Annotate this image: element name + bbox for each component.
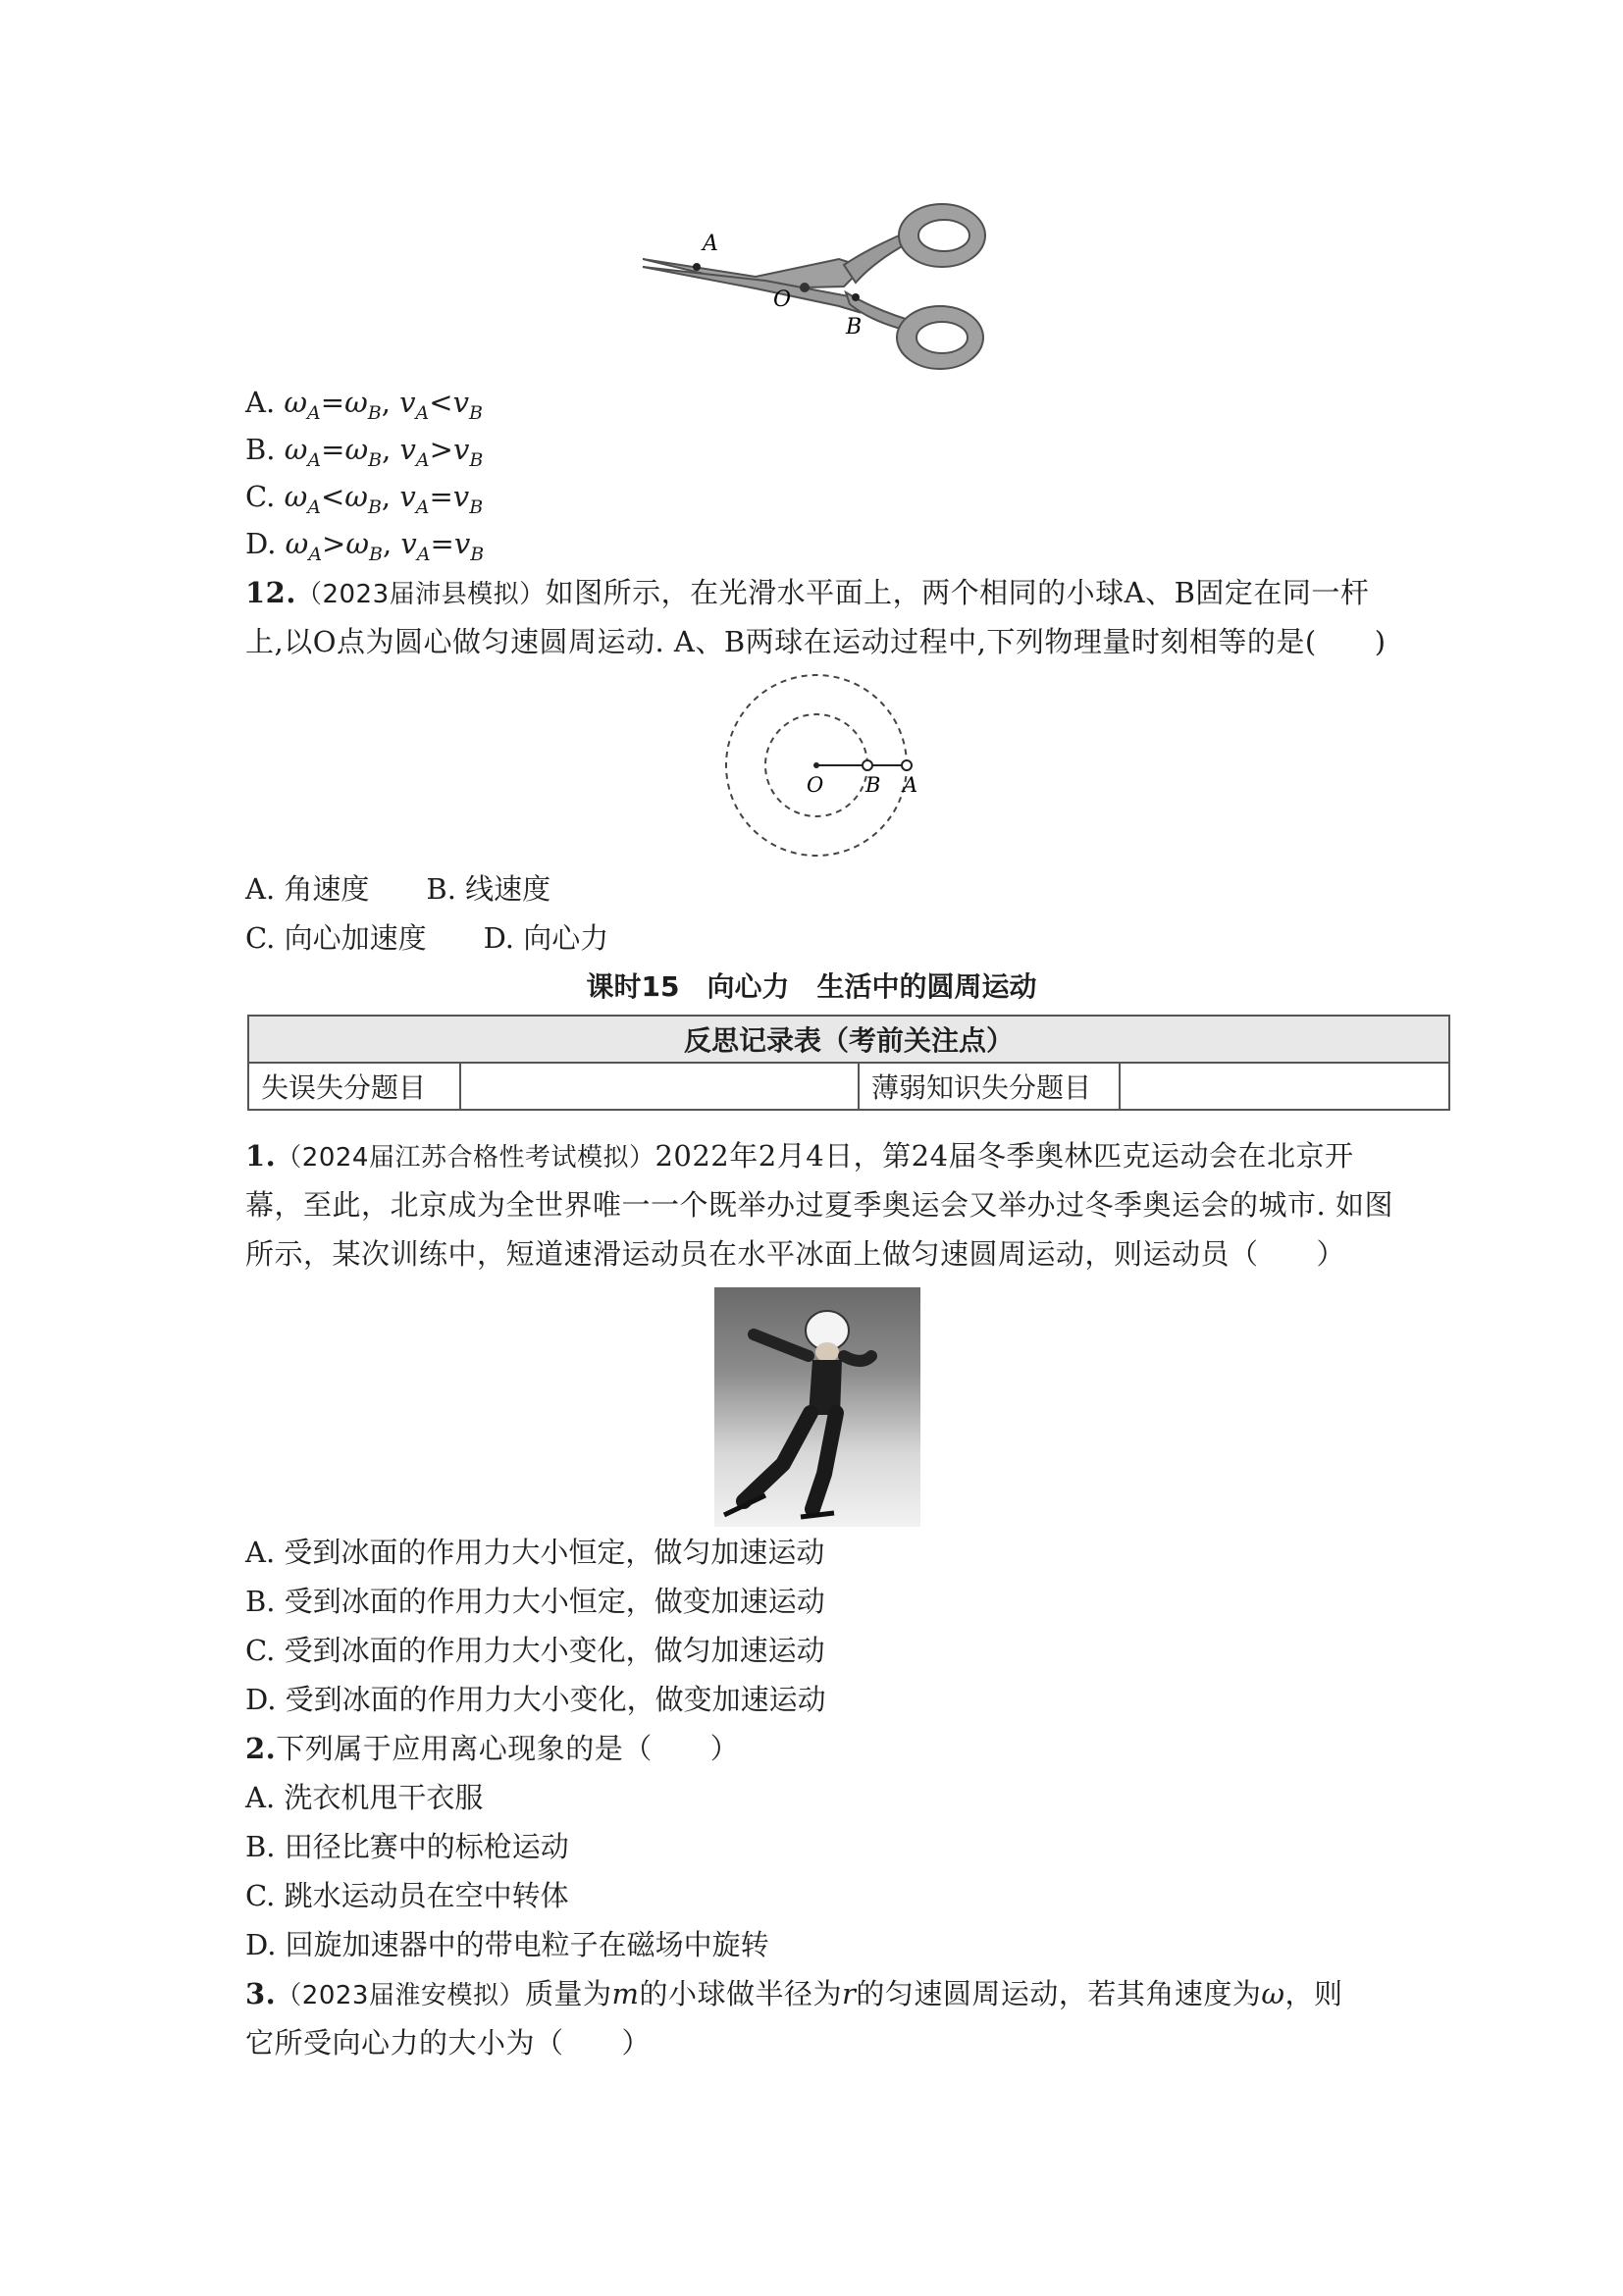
point-b-label: B (846, 315, 863, 339)
q1-option-a: A. 受到冰面的作用力大小恒定，做匀加速运动 (245, 1536, 825, 1569)
q12-options-row1: A. 角速度 B. 线速度 (245, 872, 551, 906)
section-title: 课时15 向心力 生活中的圆周运动 (586, 970, 1037, 1003)
q11-option-d: D. $\omega_A>\omega_B$, $v_A=v_B$ (245, 527, 485, 565)
q11-option-c: C. $\omega_A<\omega_B$, $v_A=v_B$ (245, 480, 484, 518)
q1-number: 1. (245, 1139, 277, 1173)
ball-b (863, 760, 872, 770)
q1-stem-line2: 幕，至此，北京成为全世界唯一一个既举办过夏季奥运会又举办过冬季奥运会的城市. 如图 (245, 1188, 1393, 1222)
weak-knowledge-label: 薄弱知识失分题目 (859, 1063, 1120, 1110)
center-point-o (813, 762, 819, 768)
q1-option-b: B. 受到冰面的作用力大小恒定，做变加速运动 (245, 1585, 825, 1618)
q3-stem-line2: 它所受向心力的大小为（ ） (245, 2026, 652, 2060)
q3-source: （2023届淮安模拟） (276, 1981, 525, 2010)
scissors-figure (628, 186, 1001, 383)
q12-stem-line1: 12.（2023届沛县模拟）如图所示，在光滑水平面上，两个相同的小球A、B固定在同一杆 (245, 576, 1370, 609)
q3-stem-line1: 3.（2023届淮安模拟）质量为m的小球做半径为r的匀速圆周运动，若其角速度为ω，则 (245, 1977, 1343, 2010)
q11-option-b: B. $\omega_A=\omega_B$, $v_A>v_B$ (245, 433, 484, 471)
point-a-label: A (703, 232, 718, 256)
q12-stem-line2: 上,以O点为圆心做匀速圆周运动. A、B两球在运动过程中,下列物理量时刻相等的是( ) (245, 625, 1387, 658)
q12-number: 12. (245, 576, 296, 609)
label-a: A (903, 773, 918, 797)
ball-a (902, 760, 912, 770)
q12-source: （2023届沛县模拟） (295, 580, 546, 609)
q2-option-b: B. 田径比赛中的标枪运动 (245, 1830, 569, 1863)
label-o: O (807, 773, 824, 797)
q2-number: 2. (245, 1732, 277, 1765)
weak-knowledge-cell[interactable] (1120, 1063, 1449, 1110)
label-b: B (865, 773, 881, 797)
mistake-questions-cell[interactable] (460, 1063, 859, 1110)
q2-stem: 2.下列属于应用离心现象的是（ ） (245, 1732, 740, 1765)
q1-stem-line1: 1.（2024届江苏合格性考试模拟）2022年2月4日，第24届冬季奥林匹克运动会在北京开 (245, 1139, 1354, 1173)
speed-skater-photo (714, 1287, 920, 1527)
q2-option-c: C. 跳水运动员在空中转体 (245, 1879, 569, 1912)
q2-option-a: A. 洗衣机甩干衣服 (245, 1781, 484, 1814)
q3-number: 3. (245, 1977, 277, 2010)
concentric-circles-figure (708, 667, 944, 863)
reflection-table (247, 1015, 1450, 1111)
q1-option-c: C. 受到冰面的作用力大小变化，做匀加速运动 (245, 1634, 825, 1667)
point-o-label: O (773, 287, 792, 312)
q11-option-a: A. $\omega_A=\omega_B$, $v_A<v_B$ (245, 386, 483, 424)
q1-option-d: D. 受到冰面的作用力大小变化，做变加速运动 (245, 1683, 826, 1716)
mistake-questions-label: 失误失分题目 (248, 1063, 460, 1110)
point-b-dot (852, 293, 860, 301)
q1-source: （2024届江苏合格性考试模拟） (276, 1143, 655, 1173)
scissors-drawing (643, 204, 985, 369)
reflection-table-title: 反思记录表（考前关注点） (248, 1016, 1449, 1063)
q2-option-d: D. 回旋加速器中的带电粒子在磁场中旋转 (245, 1928, 769, 1961)
point-a-dot (693, 263, 701, 271)
q1-stem-line3: 所示，某次训练中，短道速滑运动员在水平冰面上做匀速圆周运动，则运动员（ ） (245, 1237, 1346, 1271)
q12-options-row2: C. 向心加速度 D. 向心力 (245, 921, 609, 955)
